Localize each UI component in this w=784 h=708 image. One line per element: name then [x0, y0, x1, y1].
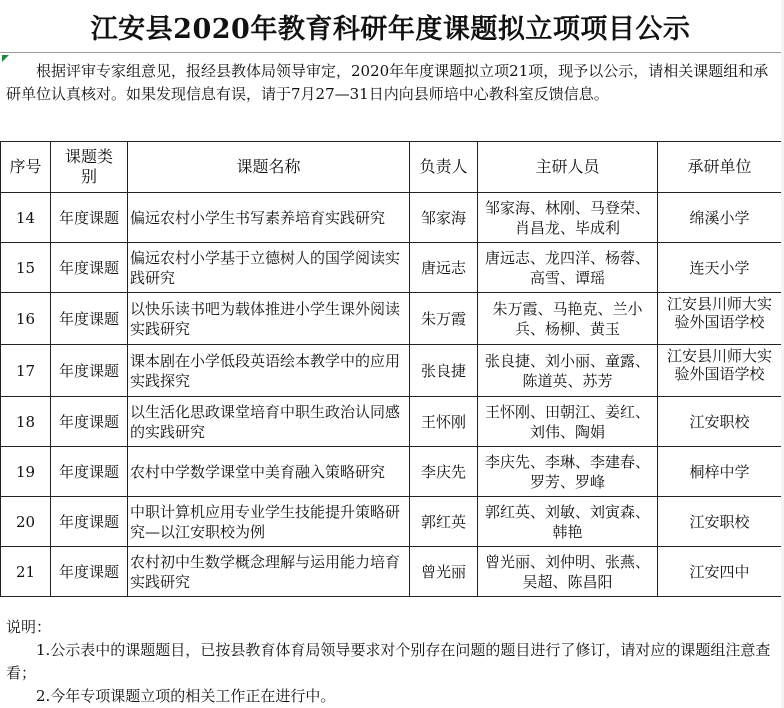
cell-num: 16	[1, 293, 51, 345]
cell-num: 14	[1, 193, 51, 243]
table-row	[1, 293, 782, 345]
cell-unit: 江安职校	[658, 497, 782, 547]
header-lead: 负责人	[410, 142, 478, 193]
cell-unit	[658, 345, 782, 397]
cell-team: 曾光丽、刘仲明、张燕、吴超、陈昌阳	[478, 547, 658, 597]
cell-type: 年度课题	[51, 547, 128, 597]
intro-paragraph: 根据评审专家组意见，报经县教体局领导审定，2020年年度课题拟立项21项，现予以公示，请相关课题组和承研单位认真核对。如果发现信息有误，请于7月27—31日内向县师培中心教科室反馈信息。	[6, 62, 769, 103]
cell-name: 以快乐读书吧为载体推进小学生课外阅读实践研究	[128, 293, 410, 345]
cell-lead: 曾光丽	[410, 547, 478, 597]
cell-team: 李庆先、李琳、李建春、罗芳、罗峰	[478, 447, 658, 497]
table-row	[1, 447, 782, 497]
header-name: 课题名称	[128, 142, 410, 193]
cell-unit: 桐梓中学	[658, 447, 782, 497]
table-row	[1, 345, 782, 397]
cell-team: 邹家海、林刚、马登荣、肖昌龙、毕成利	[478, 193, 658, 243]
cell-name: 农村初中生数学概念理解与运用能力培育实践研究	[128, 547, 410, 597]
header-unit: 承研单位	[658, 142, 782, 193]
table-row	[1, 497, 782, 547]
cell-team: 郭红英、刘敏、刘寅森、韩艳	[478, 497, 658, 547]
header-type	[51, 142, 128, 193]
cell-unit: 江安职校	[658, 397, 782, 447]
notes-heading: 说明：	[6, 618, 52, 636]
cell-num: 17	[1, 345, 51, 397]
cell-team: 唐远志、龙四洋、杨蓉、高雪、谭瑶	[478, 243, 658, 293]
notes-item-2: 2.今年专项课题立项的相关工作正在进行中。	[36, 687, 336, 705]
cell-team: 朱万霞、马艳克、兰小兵、杨柳、黄玉	[478, 293, 658, 345]
cell-lead: 李庆先	[410, 447, 478, 497]
cell-name: 课本剧在小学低段英语绘本教学中的应用实践探究	[128, 345, 410, 397]
cell-num: 21	[1, 547, 51, 597]
cell-lead: 邹家海	[410, 193, 478, 243]
page-title: 江安县2020年教育科研年度课题拟立项项目公示	[90, 13, 691, 45]
cell-team: 王怀刚、田朝江、姜红、刘伟、陶娟	[478, 397, 658, 447]
cell-name: 偏远农村小学生书写素养培育实践研究	[128, 193, 410, 243]
project-table	[0, 141, 782, 597]
title-row	[0, 0, 782, 53]
table-row	[1, 243, 782, 293]
cell-unit: 江安四中	[658, 547, 782, 597]
notes-section	[6, 616, 776, 708]
cell-name: 以生活化思政课堂培育中职生政治认同感的实践研究	[128, 397, 410, 447]
table-row	[1, 397, 782, 447]
cell-unit: 绵溪小学	[658, 193, 782, 243]
cell-type: 年度课题	[51, 497, 128, 547]
header-team: 主研人员	[478, 142, 658, 193]
cell-unit-text: 江安县川师大实验外国语学校	[666, 295, 772, 331]
cell-unit: 连天小学	[658, 243, 782, 293]
cell-name: 农村中学数学课堂中美育融入策略研究	[128, 447, 410, 497]
cell-type: 年度课题	[51, 447, 128, 497]
cell-lead: 张良捷	[410, 345, 478, 397]
cell-name: 偏远农村小学基于立德树人的国学阅读实践研究	[128, 243, 410, 293]
cell-num: 20	[1, 497, 51, 547]
cell-type: 年度课题	[51, 397, 128, 447]
cell-lead: 王怀刚	[410, 397, 478, 447]
cell-team: 张良捷、刘小丽、童露、陈道英、苏芳	[478, 345, 658, 397]
cell-name: 中职计算机应用专业学生技能提升策略研究—以江安职校为例	[128, 497, 410, 547]
table-row	[1, 547, 782, 597]
cell-type: 年度课题	[51, 243, 128, 293]
cell-type: 年度课题	[51, 345, 128, 397]
cell-num: 15	[1, 243, 51, 293]
cell-type: 年度课题	[51, 293, 128, 345]
table-row	[1, 193, 782, 243]
cell-unit-text: 江安县川师大实验外国语学校	[666, 347, 772, 383]
cell-lead: 唐远志	[410, 243, 478, 293]
cell-num: 18	[1, 397, 51, 447]
cell-lead: 朱万霞	[410, 293, 478, 345]
header-num: 序号	[1, 142, 51, 193]
notes-item-1: 1.公示表中的课题题目，已按县教育体育局领导要求对个别存在问题的题目进行了修订，请对应的课题组注意查看；	[6, 641, 771, 682]
cell-unit	[658, 293, 782, 345]
cell-lead: 郭红英	[410, 497, 478, 547]
cell-num: 19	[1, 447, 51, 497]
header-type-label: 课题类别	[64, 147, 113, 186]
table-header-row	[1, 142, 782, 193]
cell-type: 年度课题	[51, 193, 128, 243]
